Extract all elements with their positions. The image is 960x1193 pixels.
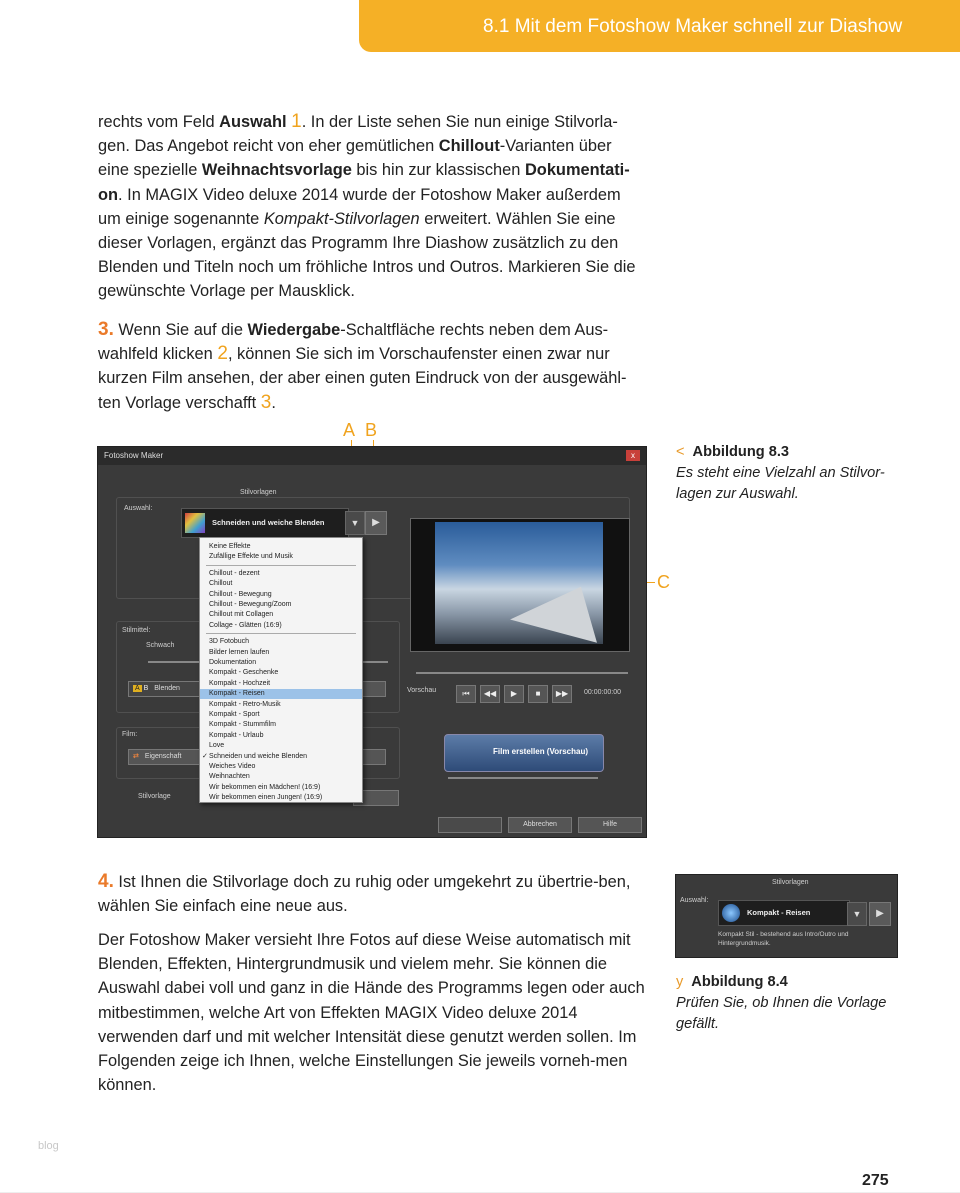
film-erstellen-label: Film erstellen (Vorschau) [493, 747, 588, 756]
stilvorlagen-dropdown-list [199, 537, 363, 803]
forward-button[interactable]: ▶▶ [552, 685, 572, 703]
dropdown-button[interactable]: ▼ [847, 902, 867, 926]
callout-c: C [657, 572, 670, 592]
chapter-header [359, 0, 960, 52]
dropdown-separator [206, 565, 356, 566]
film-erstellen-button[interactable] [444, 734, 604, 772]
dropdown-list-item[interactable]: Kompakt - Sport [209, 711, 260, 718]
text-run: . In MAGIX Video deluxe 2014 wurde der Fotoshow Maker außerdem um einige sogenannte [98, 185, 621, 228]
dropdown-list-item[interactable]: Wir bekommen einen Jungen! (16:9) [209, 794, 323, 802]
caption-marker: < [676, 444, 685, 460]
preview-image [435, 522, 603, 644]
dropdown-list-item[interactable] [200, 752, 362, 762]
film-label: Film: [122, 731, 138, 738]
dropdown-list-item[interactable]: Chillout - Bewegung [209, 590, 272, 598]
callout-number: 3 [260, 391, 272, 413]
skip-start-button[interactable]: ⏮ [456, 685, 476, 703]
dropdown-list-item[interactable]: Zufällige Effekte und Musik [209, 553, 293, 561]
dropdown-list-item[interactable]: Kompakt - Hochzeit [209, 679, 271, 687]
stilvorlagen-panel [675, 874, 898, 958]
text-run: -Varianten über eine spezielle [98, 137, 612, 180]
blenden-options-button[interactable] [360, 681, 386, 697]
dropdown-list-item[interactable]: Dokumentation [209, 659, 257, 666]
text-run: , können Sie sich im Vorschaufenster einen zwar nur kurzen Film ansehen, der aber einen guten Eindruck von der ausgewähl-ten Vorlage verschafft [98, 345, 627, 412]
bold-term: Auswahl [219, 113, 287, 131]
play-preview-button[interactable]: ▶ [365, 511, 387, 535]
render-progress [448, 777, 598, 779]
preview-window [410, 518, 630, 652]
close-button[interactable]: x [626, 450, 640, 461]
blenden-badge-a: A [135, 685, 140, 692]
page-number: 275 [862, 1172, 889, 1189]
timecode: 00:00:00:00 [584, 689, 621, 696]
dropdown-separator [206, 633, 356, 634]
dropdown-list-item[interactable]: Kompakt - Reisen [200, 689, 362, 699]
callout-number: 2 [217, 343, 228, 365]
blenden-button[interactable] [128, 681, 209, 697]
stilvorlage-select[interactable] [718, 900, 850, 926]
stop-button[interactable]: ■ [528, 685, 548, 703]
style-description: Kompakt Stil - bestehend aus Intro/Outro und Hintergrundmusik. [718, 931, 849, 947]
vorschau-label: Vorschau [407, 687, 437, 694]
selected-style: Schneiden und weiche Blenden [212, 518, 325, 527]
step-3 [98, 318, 646, 415]
dropdown-list-item[interactable]: Love [209, 742, 225, 750]
caption-title: Abbildung 8.3 [692, 444, 790, 460]
selected-style: Kompakt - Reisen [747, 908, 811, 917]
dropdown-list-item[interactable]: Collage - Glätten (16:9) [209, 621, 282, 629]
caption-title: Abbildung 8.4 [691, 974, 788, 990]
blenden-label: Blenden [154, 685, 180, 692]
footer-watermark: blog [38, 1140, 59, 1152]
rewind-button[interactable]: ◀◀ [480, 685, 500, 703]
group-title: Stilvorlagen [236, 489, 281, 496]
text-run: -Schaltfläche rechts neben dem Aus-wahlfeld klicken [98, 321, 609, 364]
dropdown-item-label: Schneiden und weiche Blenden [209, 752, 308, 760]
group-title: Stilvorlagen [772, 879, 809, 886]
dropdown-list-item[interactable]: Chillout mit Collagen [209, 611, 274, 619]
dropdown-list-item[interactable]: Chillout - Bewegung/Zoom [209, 601, 292, 608]
dropdown-button[interactable]: ▼ [345, 511, 365, 535]
callout-a: A [343, 420, 356, 440]
dropdown-list-item[interactable]: Kompakt - Retro-Musik [209, 700, 281, 708]
window-title: Fotoshow Maker [104, 451, 164, 460]
stilmittel-label: Stilmittel: [122, 627, 151, 634]
step-number: 3. [98, 319, 114, 340]
figure-caption-8-4 [676, 972, 906, 1035]
fotoshow-maker-window [97, 446, 647, 838]
step-4 [98, 870, 646, 918]
stilvorlage-checkbox-label[interactable]: Stilvorlage [138, 793, 171, 800]
text-run: rechts vom Feld [98, 113, 220, 131]
text-run: . [271, 393, 276, 412]
dropdown-list-item[interactable]: 3D Fotobuch [209, 638, 250, 646]
bold-term: Weihnachtsvorlage [201, 161, 352, 180]
stilvorlage-select[interactable] [181, 508, 349, 538]
dropdown-list-item[interactable]: Weiches Video [209, 763, 256, 770]
caption-marker: y [676, 974, 684, 990]
dropdown-list-item[interactable]: Kompakt - Urlaub [209, 731, 264, 739]
dropdown-list-item[interactable]: Kompakt - Geschenke [209, 669, 279, 677]
step-number: 4. [98, 871, 114, 892]
dropdown-list-item[interactable]: Kompakt - Stummfilm [209, 721, 276, 729]
text-run: Wenn Sie auf die [113, 321, 248, 339]
dropdown-list-item[interactable]: Bilder lernen laufen [209, 648, 270, 656]
callout-number: 1 [291, 111, 302, 132]
caption-text: Prüfen Sie, ob Ihnen die Vorlage gefällt. [676, 995, 887, 1032]
dropdown-list-item[interactable]: Wir bekommen ein Mädchen! (16:9) [209, 783, 321, 791]
ok-button[interactable] [438, 817, 502, 833]
hilfe-button[interactable]: Hilfe [578, 817, 642, 833]
text-run: . In der Liste sehen Sie nun einige Stilvorla-gen. Das Angebot reicht von eher gemütlichen [98, 113, 618, 156]
auswahl-label: Auswahl: [124, 505, 153, 512]
italic-term: Kompakt-Stilvorlagen [263, 209, 420, 228]
callout-b: B [365, 420, 378, 440]
dropdown-list-item[interactable]: Keine Effekte [209, 543, 251, 550]
preview-progress[interactable] [416, 672, 628, 674]
film-options-button[interactable] [360, 749, 386, 765]
globe-icon [722, 904, 740, 922]
eigenschaft-label: Eigenschaft [144, 753, 182, 760]
chapter-title: 8.1 Mit dem Fotoshow Maker schnell zur Diashow [483, 16, 903, 37]
blenden-badge-b: B [143, 685, 149, 692]
dropdown-list-item[interactable]: Chillout - dezent [209, 569, 260, 577]
style-thumbnail-icon [185, 513, 205, 533]
dropdown-list-item[interactable]: Chillout [209, 580, 233, 588]
caption-text: Es steht eine Vielzahl an Stilvor-lagen zur Auswahl. [676, 465, 885, 502]
play-button[interactable]: ▶ [504, 685, 524, 703]
text-run: Der Fotoshow Maker versieht Ihre Fotos auf diese Weise automatisch mit Blenden, Effekten, Hintergrundmusik und vielem mehr. Sie können die Auswahl dabei voll und ganz in die Hände des Programms legen oder auch mitbestimmen, welche Art von Effekten MAGIX Video deluxe 2014 verwenden darf und mit welcher Intensität diese genutzt werden sollen. Im Folgenden zeige ich Ihnen, welche Einstellungen Sie jeweils vorneh-men können. [98, 931, 645, 1095]
dropdown-list-item[interactable]: Weihnachten [209, 773, 250, 781]
abbrechen-button[interactable]: Abbrechen [508, 817, 572, 833]
text-run: bis hin zur klassischen [351, 161, 525, 180]
window-titlebar [98, 447, 646, 465]
paragraph-summary [98, 928, 646, 1097]
eigenschaft-button[interactable]: ⇄ Eigenschaft [128, 749, 209, 765]
bold-term: Wiedergabe [247, 321, 341, 339]
bold-term: Chillout [438, 137, 500, 156]
auswahl-label: Auswahl: [680, 897, 709, 904]
play-preview-button[interactable]: ▶ [869, 902, 891, 926]
text-run: Ist Ihnen die Stilvorlage doch zu ruhig oder umgekehrt zu übertrie-ben, wählen Sie einfach eine neue aus. [98, 873, 631, 916]
figure-caption-8-3 [676, 442, 906, 505]
paragraph-intro [98, 110, 646, 304]
schwach-label: Schwach [146, 642, 175, 649]
text-run: erweitert. Wählen Sie eine dieser Vorlagen, ergänzt das Programm Ihre Diashow zusätzlich zu den Blenden und Titeln noch um fröhliche Intros und Outros. Markieren Sie die gewünschte Vorlage per Mausklick. [98, 209, 636, 301]
check-icon: ✓ [202, 752, 208, 760]
bold-term: Dokumentati-on [98, 161, 630, 204]
